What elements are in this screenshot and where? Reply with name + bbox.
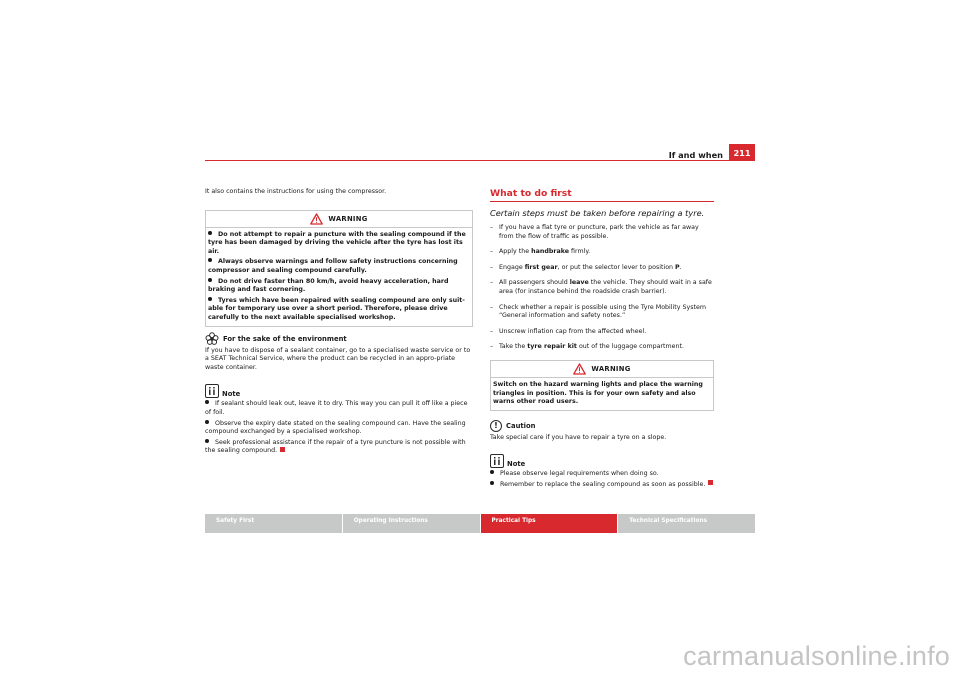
note-title: Note xyxy=(507,460,526,469)
chapter-title: If and when xyxy=(668,150,723,160)
step-list xyxy=(490,224,714,352)
bullet-icon xyxy=(208,297,212,301)
warning-body xyxy=(491,378,713,410)
end-of-section-icon xyxy=(280,447,285,452)
caution-exclamation-icon: ! xyxy=(490,420,502,432)
bullet-icon xyxy=(490,481,494,485)
watermark: carmanualsonline.info xyxy=(683,641,950,671)
bullet-icon xyxy=(208,278,212,282)
section-subtitle: Certain steps must be taken before repairing a tyre. xyxy=(490,208,705,218)
warning-title: WARNING xyxy=(328,214,368,223)
warning-item: Do not drive faster than 80 km/h, avoid heavy acceleration, hard braking and fast cornering. xyxy=(208,277,449,294)
header-rule xyxy=(205,160,755,161)
step-item: – Unscrew inflation cap from the affected wheel. xyxy=(490,327,647,335)
section-title: What to do first xyxy=(490,188,572,199)
bullet-icon xyxy=(208,231,212,235)
step-item: – Engage first gear, or put the selector lever to position P. xyxy=(490,263,682,271)
note-icon xyxy=(490,454,504,468)
caution-title: Caution xyxy=(506,422,536,431)
bullet-icon xyxy=(205,400,209,404)
environment-text: If you have to dispose of a sealant container, go to a specialised waste service or to a SEAT Technical Service, where the product can be recycled in an appro-priate waste container. xyxy=(205,346,471,371)
note-list-left xyxy=(205,400,473,456)
warning-header xyxy=(491,361,713,378)
caution-text: Take special care if you have to repair a tyre on a slope. xyxy=(490,433,667,441)
note-list-right xyxy=(490,470,714,489)
note-title: Note xyxy=(222,390,241,399)
note-item: Remember to replace the sealing compound as soon as possible. xyxy=(490,481,714,490)
end-of-section-icon xyxy=(708,480,713,485)
warning-item: Tyres which have been repaired with sealing compound are only suit-able for temporary use over a short period. Therefore, please drive carefully to the next available specialised workshop. xyxy=(208,296,465,321)
note-item: Please observe legal requirements when doing so. xyxy=(490,470,714,479)
step-item: – Apply the handbrake firmly. xyxy=(490,248,591,256)
step-item: – Check whether a repair is possible using the Tyre Mobility System “General information and safety notes.” xyxy=(490,303,706,320)
warning-triangle-icon xyxy=(310,213,323,225)
bullet-icon xyxy=(205,420,209,424)
note-icon xyxy=(205,384,219,398)
warning-box-right xyxy=(490,360,714,411)
tab-practical-tips[interactable]: Practical Tips xyxy=(481,514,618,533)
section-rule xyxy=(490,201,714,202)
note-item: Seek professional assistance if the repair of a tyre puncture is not possible with the sealing compound. xyxy=(205,438,466,455)
note-header-left xyxy=(205,382,473,398)
tab-technical-specifications[interactable]: Technical Specifications xyxy=(618,514,755,533)
tab-safety-first[interactable]: Safety First xyxy=(205,514,342,533)
note-header-right xyxy=(490,452,714,468)
warning-body xyxy=(206,228,472,326)
step-item: – Take the tyre repair kit out of the luggage compartment. xyxy=(490,343,684,351)
page-number: 211 xyxy=(729,144,755,161)
note-item: Observe the expiry date stated on the sealing compound can. Have the sealing compound exchanged by a specialised workshop. xyxy=(205,419,466,436)
warning-title: WARNING xyxy=(591,364,631,373)
warning-text: Switch on the hazard warning lights and place the warning triangles in position. This is for your own safety and also warns other road users. xyxy=(493,380,703,406)
environment-header xyxy=(205,331,473,347)
warning-header xyxy=(206,211,472,228)
intro-text: It also contains the instructions for using the compressor. xyxy=(205,188,387,195)
environment-flower-icon xyxy=(205,332,219,346)
note-item: If sealant should leak out, leave it to dry. This way you can pull it off like a piece of foil. xyxy=(205,400,468,416)
bullet-icon xyxy=(208,258,212,262)
bullet-icon xyxy=(490,470,494,474)
footer-tabs xyxy=(205,514,755,533)
step-item: – All passengers should leave the vehicle. They should wait in a safe area (for instance behind the roadside crash barrier). xyxy=(490,279,712,295)
warning-box-left xyxy=(205,210,473,327)
bullet-icon xyxy=(205,439,209,443)
caution-header xyxy=(490,419,714,434)
step-item: – If you have a flat tyre or puncture, park the vehicle as far away from the flow of traffic as possible. xyxy=(490,224,699,240)
warning-item: Do not attempt to repair a puncture with the sealing compound if the tyre has been damaged by driving the vehicle after the tyre has lost its air. xyxy=(208,230,466,255)
tab-operating-instructions[interactable]: Operating Instructions xyxy=(343,514,480,533)
page-header xyxy=(205,143,755,161)
warning-triangle-icon xyxy=(573,363,586,375)
right-column xyxy=(490,188,714,490)
warning-item: Always observe warnings and follow safety instructions concerning compressor and sealing compound carefully. xyxy=(208,258,458,274)
left-column xyxy=(205,188,473,456)
environment-title: For the sake of the environment xyxy=(223,334,347,343)
